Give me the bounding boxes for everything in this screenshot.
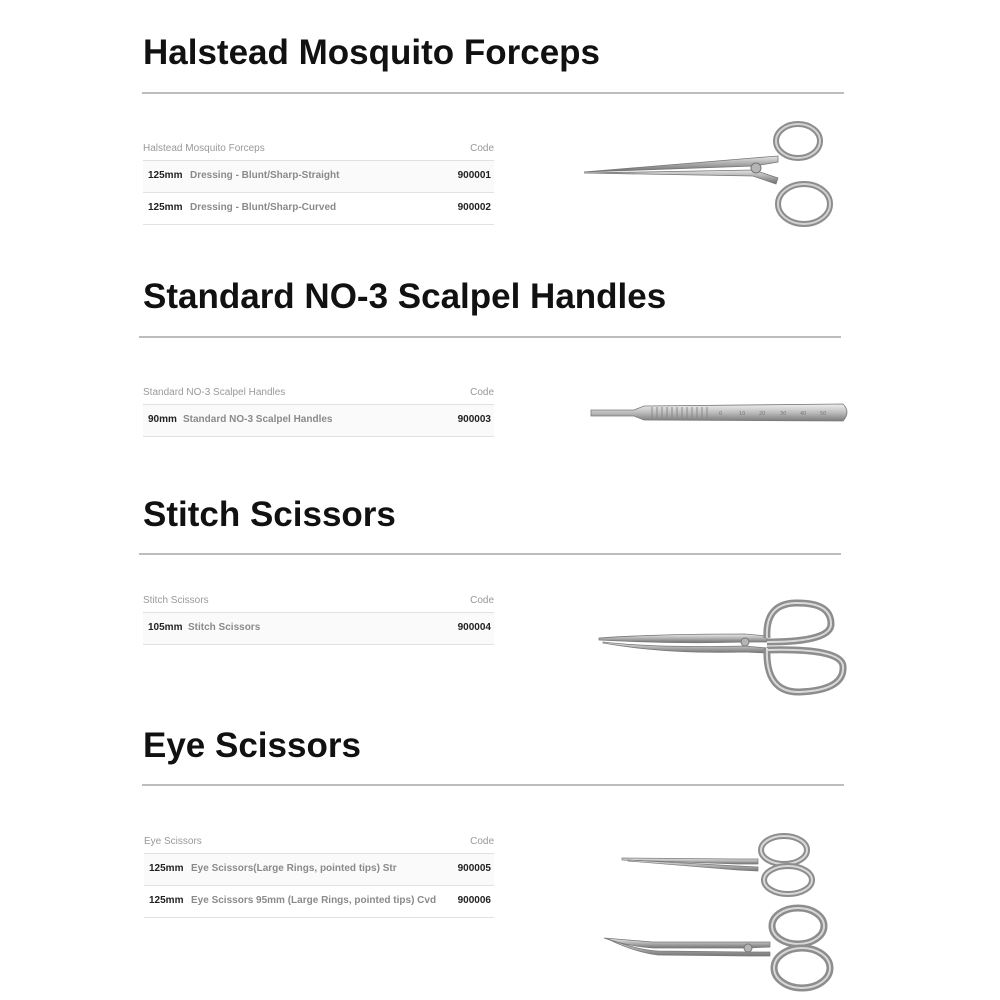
table-header-code: Code: [470, 836, 494, 847]
product-code: 900005: [457, 863, 491, 874]
product-size: 125mm: [149, 895, 184, 906]
table-header: [143, 374, 494, 405]
product-description: Eye Scissors 95mm (Large Rings, pointed tips) Cvd: [191, 895, 437, 906]
section-divider: [142, 784, 844, 786]
product-description: Eye Scissors(Large Rings, pointed tips) Str: [191, 863, 397, 874]
section-divider: [142, 92, 844, 94]
scale-mark: 20: [759, 411, 766, 417]
table-row: [144, 886, 494, 918]
scalpel-handle-illustration: [588, 398, 853, 430]
section-title-eye: Eye Scissors: [143, 726, 361, 765]
product-description: Dressing - Blunt/Sharp-Curved: [190, 202, 337, 213]
product-code: 900004: [457, 622, 491, 633]
product-description: Dressing - Blunt/Sharp-Straight: [190, 170, 340, 181]
product-size: 125mm: [148, 170, 183, 181]
scale-mark: 50: [820, 411, 827, 417]
eye-scissors-illustration: [598, 828, 843, 996]
scale-mark: 40: [800, 411, 807, 417]
table-header-name: Halstead Mosquito Forceps: [143, 143, 265, 154]
section-divider: [139, 336, 841, 338]
section-title-halstead: Halstead Mosquito Forceps: [143, 33, 601, 72]
product-size: 125mm: [149, 863, 184, 874]
product-code: 900002: [457, 202, 491, 213]
table-row: [143, 193, 494, 225]
product-table-scalpel: [143, 374, 494, 437]
table-header-code: Code: [470, 387, 494, 398]
table-header: [144, 823, 494, 854]
table-row: [143, 161, 494, 193]
table-row: [144, 854, 494, 886]
product-table-stitch: [143, 582, 494, 645]
mosquito-forceps-illustration: [578, 118, 838, 233]
section-divider: [139, 553, 841, 555]
table-header-name: Stitch Scissors: [143, 595, 209, 606]
product-size: 105mm: [148, 622, 183, 633]
product-code: 900006: [457, 895, 491, 906]
product-code: 900001: [457, 170, 491, 181]
table-header-name: Eye Scissors: [144, 836, 202, 847]
table-header-code: Code: [470, 143, 494, 154]
table-header: [143, 582, 494, 613]
product-description: Standard NO-3 Scalpel Handles: [183, 414, 333, 425]
scale-mark: 0: [719, 411, 723, 417]
section-title-scalpel: Standard NO-3 Scalpel Handles: [143, 277, 667, 316]
scale-mark: 30: [780, 411, 787, 417]
table-header-name: Standard NO-3 Scalpel Handles: [143, 387, 286, 398]
product-size: 125mm: [148, 202, 183, 213]
product-description: Stitch Scissors: [188, 622, 261, 633]
stitch-scissors-illustration: [595, 598, 855, 700]
scale-mark: 10: [739, 411, 746, 417]
table-header: [143, 130, 494, 161]
product-size: 90mm: [148, 414, 177, 425]
section-title-stitch: Stitch Scissors: [143, 495, 396, 534]
product-table-halstead: [143, 130, 494, 225]
product-table-eye: [144, 823, 494, 918]
table-header-code: Code: [470, 595, 494, 606]
table-row: [143, 613, 494, 645]
table-row: [143, 405, 494, 437]
product-code: 900003: [457, 414, 491, 425]
